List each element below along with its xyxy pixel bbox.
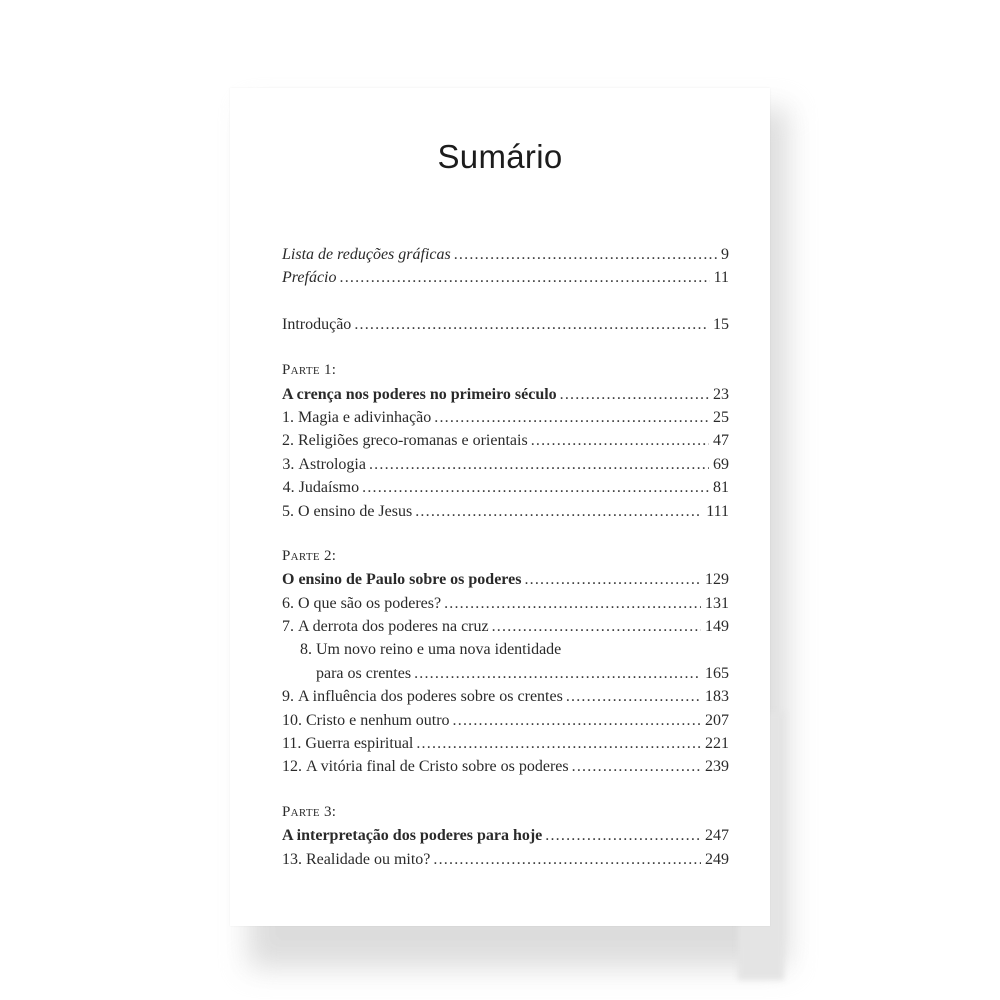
chapter-title: A influência dos poderes sobre os crentes xyxy=(298,688,563,706)
chapter-row-continuation xyxy=(282,662,729,685)
toc-page-number: 47 xyxy=(713,432,729,450)
page-title: Sumário xyxy=(437,138,563,175)
chapter-title: A derrota dos poderes na cruz xyxy=(298,618,489,636)
dot-leader xyxy=(362,476,709,499)
toc-entry-prefacio xyxy=(282,266,729,289)
chapter-number: 5. xyxy=(282,502,294,520)
toc-entry-title: Introdução xyxy=(282,315,352,333)
chapter-number: 2. xyxy=(282,432,294,450)
table-of-contents xyxy=(282,243,729,871)
dot-leader xyxy=(531,429,709,452)
dot-leader xyxy=(545,824,701,847)
chapter-title: O que são os poderes? xyxy=(298,594,442,612)
part-title-row xyxy=(282,383,729,406)
chapter-number: 8. xyxy=(300,641,312,659)
part-label: Parte 1: xyxy=(282,362,337,379)
chapter-row xyxy=(282,476,729,499)
chapter-row xyxy=(282,500,729,523)
toc-page-number: 25 xyxy=(713,408,729,426)
chapter-row xyxy=(282,755,729,778)
chapter-title: Religiões greco-romanas e orientais xyxy=(298,432,528,450)
toc-page-number: 165 xyxy=(705,664,729,682)
chapter-number: 11. xyxy=(282,735,302,753)
chapter-number: 6. xyxy=(282,594,294,612)
toc-page-number: 221 xyxy=(705,735,729,753)
chapter-number: 7. xyxy=(282,618,294,636)
toc-entry-introducao xyxy=(282,313,729,336)
chapter-row xyxy=(282,615,729,638)
part-title-row xyxy=(282,824,729,847)
toc-page-number: 9 xyxy=(721,246,729,263)
chapter-number: 13. xyxy=(282,850,302,868)
dot-leader xyxy=(414,662,701,685)
toc-page-number: 249 xyxy=(705,850,729,868)
dot-leader xyxy=(453,709,701,732)
chapter-title: Guerra espiritual xyxy=(305,735,414,753)
chapter-row xyxy=(282,638,729,661)
part-label: Parte 2: xyxy=(282,547,337,564)
part-title: A interpretação dos poderes para hoje xyxy=(282,827,543,845)
toc-entry-lista xyxy=(282,243,729,266)
part-title: O ensino de Paulo sobre os poderes xyxy=(282,571,522,589)
dot-leader xyxy=(492,615,701,638)
chapter-number: 10. xyxy=(282,711,302,729)
chapter-title: Judaísmo xyxy=(298,479,360,497)
chapter-title: Realidade ou mito? xyxy=(306,850,431,868)
chapter-number: 4. xyxy=(282,479,295,497)
toc-page-number: 15 xyxy=(713,315,729,333)
toc-page-number: 239 xyxy=(705,758,729,776)
toc-page-number: 111 xyxy=(706,502,729,520)
toc-page-number: 69 xyxy=(713,455,729,473)
chapter-number: 12. xyxy=(282,758,302,776)
chapter-title-continuation: para os crentes xyxy=(316,664,412,682)
chapter-row xyxy=(282,848,729,871)
chapter-number: 9. xyxy=(282,688,294,706)
chapter-row xyxy=(282,453,729,476)
chapter-title: Cristo e nenhum outro xyxy=(306,711,450,729)
dot-leader xyxy=(340,266,710,289)
chapter-title: Astrologia xyxy=(298,455,366,473)
chapter-row xyxy=(282,429,729,452)
toc-page-number: 149 xyxy=(705,618,729,636)
dot-leader xyxy=(566,685,701,708)
dot-leader xyxy=(415,500,702,523)
chapter-row xyxy=(282,709,729,732)
dot-leader xyxy=(560,383,709,406)
toc-page-number: 81 xyxy=(713,479,729,497)
toc-entry-title: Prefácio xyxy=(282,269,337,287)
part-label: Parte 3: xyxy=(282,803,337,820)
dot-leader xyxy=(524,568,701,591)
toc-entry-title: Lista de reduções gráficas xyxy=(282,246,451,263)
toc-page-number: 131 xyxy=(705,594,729,612)
chapter-title: A vitória final de Cristo sobre os poderes xyxy=(306,758,569,776)
toc-page-number: 129 xyxy=(705,571,729,589)
dot-leader xyxy=(433,848,701,871)
chapter-row xyxy=(282,592,729,615)
book-page xyxy=(230,88,770,926)
chapter-number: 1. xyxy=(282,408,294,426)
chapter-number: 3. xyxy=(282,455,295,473)
chapter-title: Magia e adivinhação xyxy=(298,408,432,426)
dot-leader xyxy=(416,732,701,755)
part-title: A crença nos poderes no primeiro século xyxy=(282,385,557,403)
chapter-title: Um novo reino e uma nova identidade xyxy=(316,641,562,659)
chapter-row xyxy=(282,406,729,429)
toc-page-number: 207 xyxy=(705,711,729,729)
toc-page-number: 183 xyxy=(705,688,729,706)
part-title-row xyxy=(282,568,729,591)
dot-leader xyxy=(354,313,709,336)
toc-page-number: 247 xyxy=(705,827,729,845)
dot-leader xyxy=(434,406,709,429)
chapter-row xyxy=(282,732,729,755)
dot-leader xyxy=(454,243,717,266)
chapter-row xyxy=(282,685,729,708)
dot-leader xyxy=(572,755,701,778)
toc-page-number: 23 xyxy=(713,385,729,403)
dot-leader xyxy=(369,453,709,476)
chapter-title: O ensino de Jesus xyxy=(298,502,413,520)
toc-page-number: 11 xyxy=(713,269,729,287)
dot-leader xyxy=(444,592,701,615)
